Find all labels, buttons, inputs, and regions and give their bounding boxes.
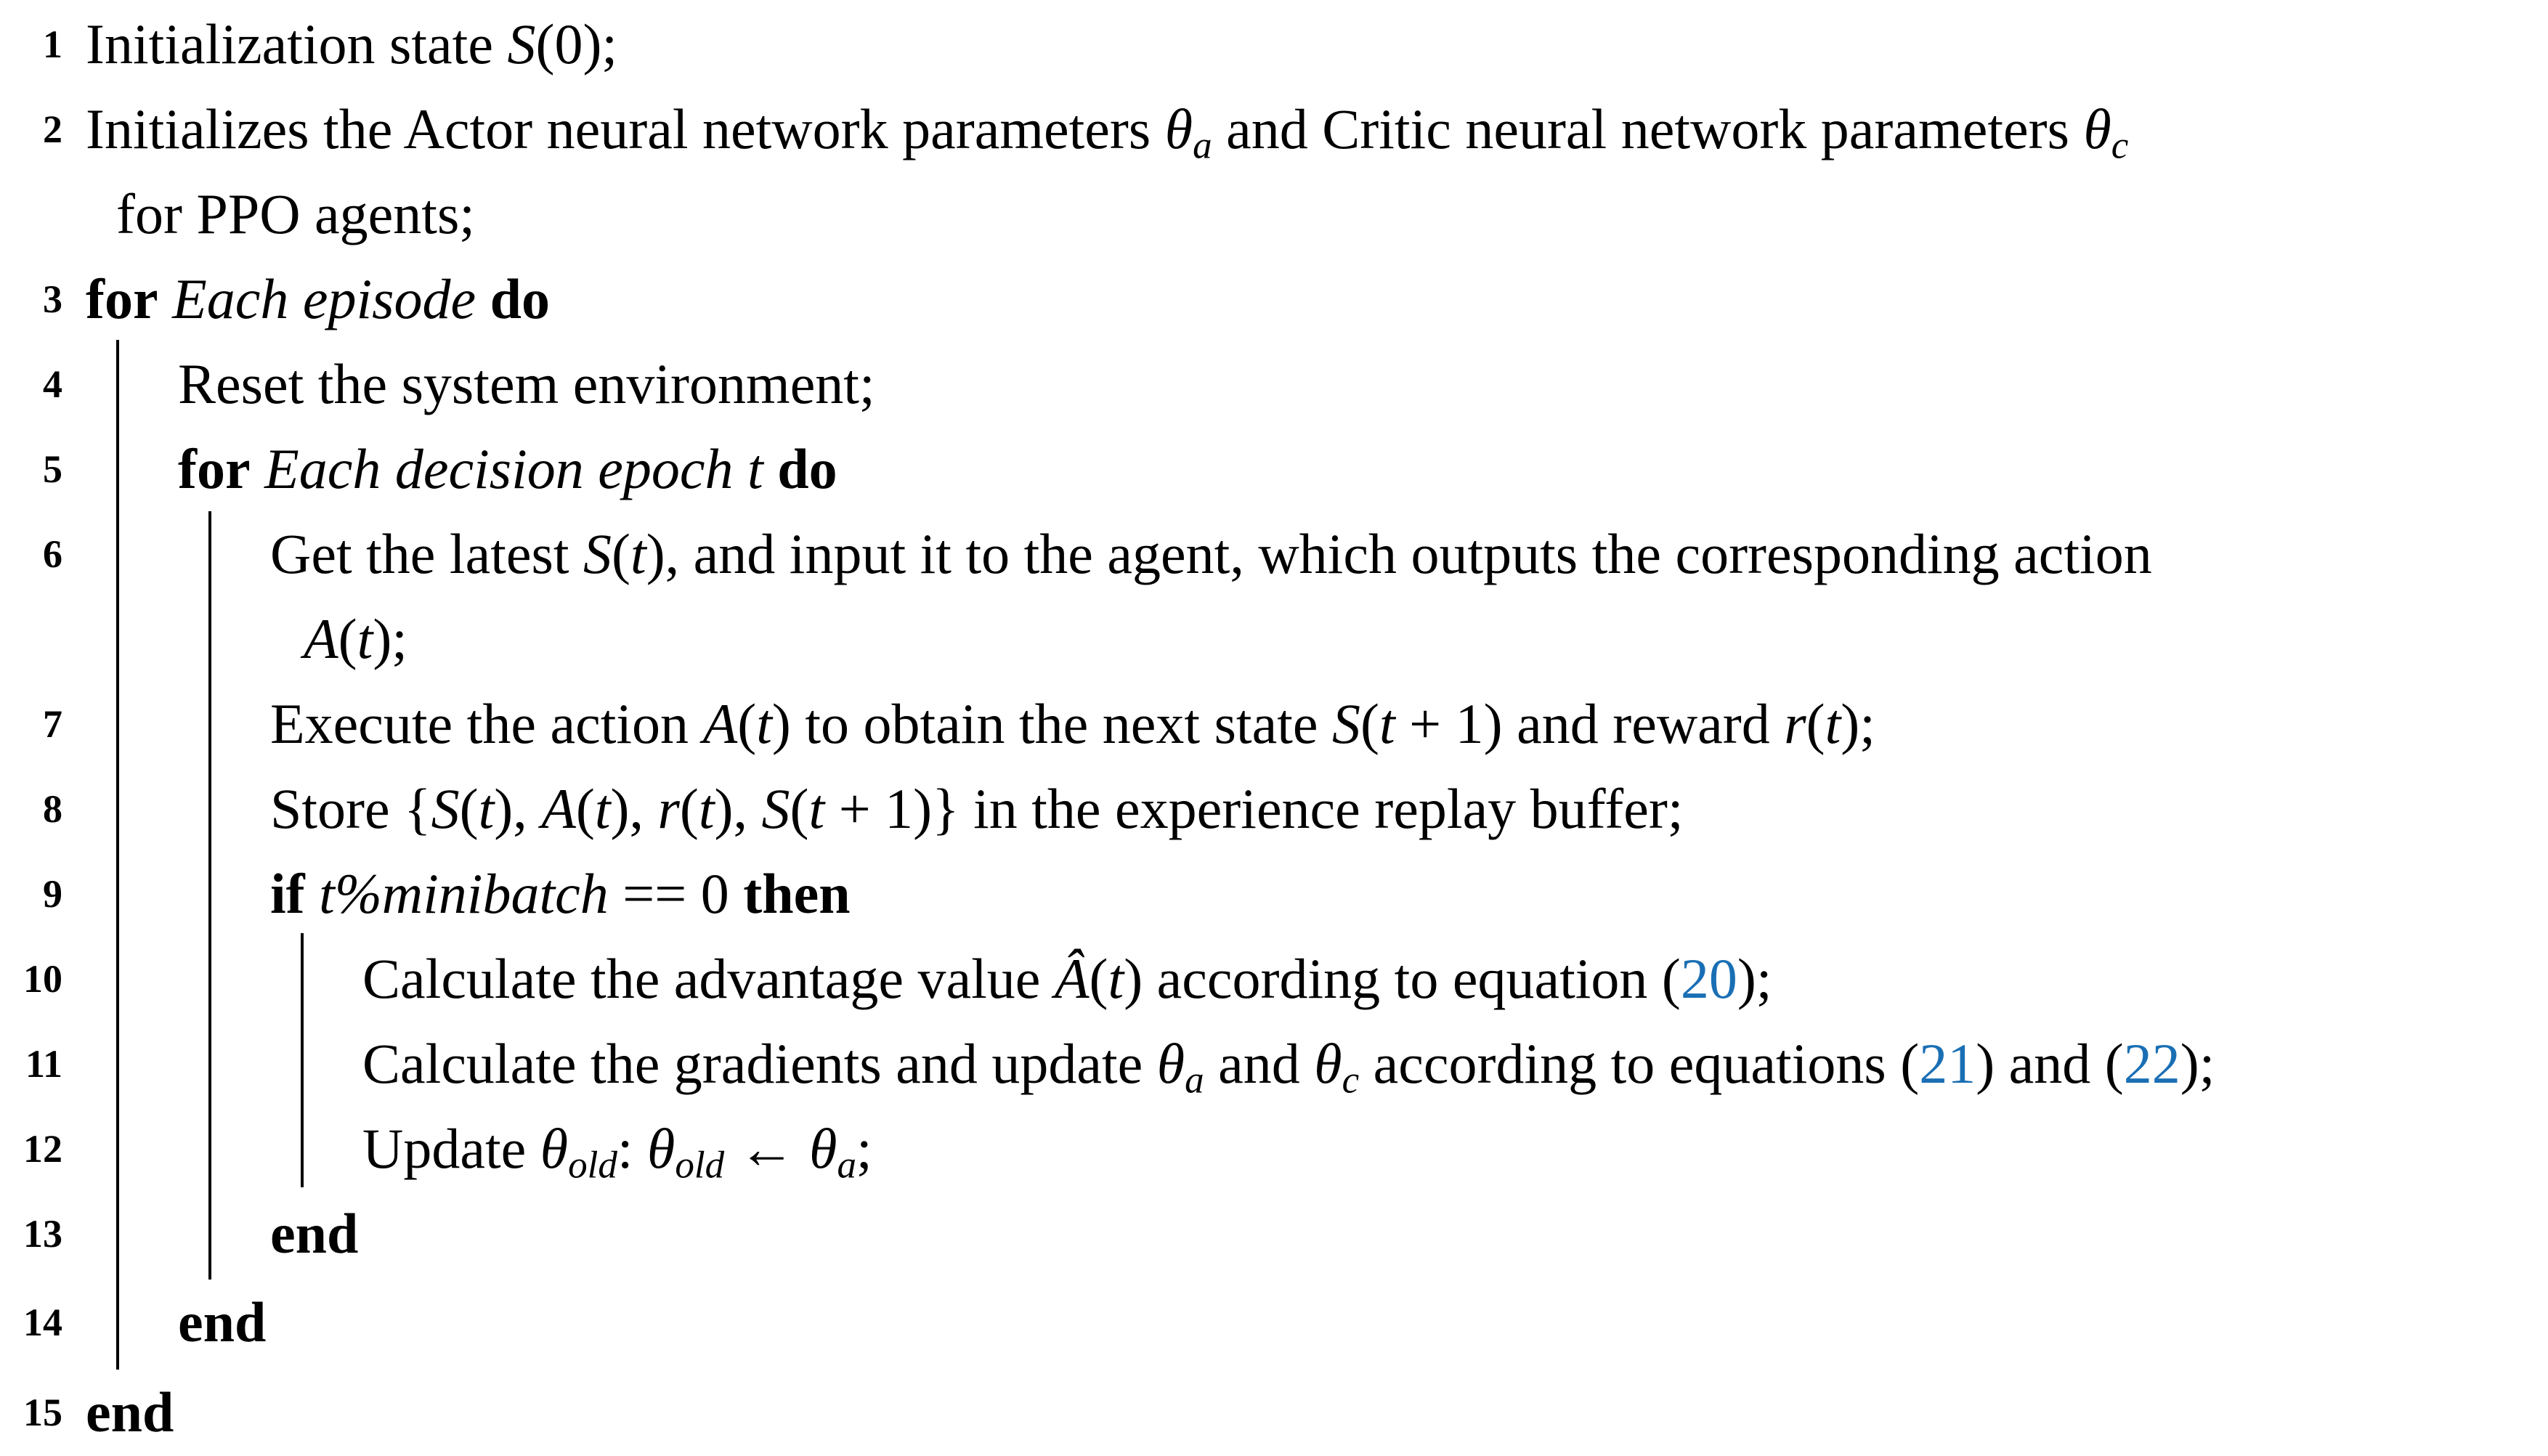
text-fragment: ); <box>1841 692 1875 755</box>
text-fragment: ); <box>1737 947 1772 1010</box>
text-fragment <box>251 437 265 500</box>
math-text: θ <box>809 1117 837 1180</box>
text-fragment: Calculate the gradients and update <box>362 1032 1157 1095</box>
math-text: t <box>594 777 611 840</box>
keyword: end <box>178 1290 267 1354</box>
line-text <box>86 97 2129 167</box>
text-fragment <box>763 437 778 500</box>
text-fragment: Get the latest <box>270 522 584 585</box>
math-text: t <box>1825 692 1841 755</box>
line-number: 7 <box>43 702 62 746</box>
line-text <box>270 776 1684 842</box>
subscript: a <box>1185 1059 1204 1102</box>
line-number: 15 <box>23 1391 62 1434</box>
math-text: t%minibatch <box>319 862 609 925</box>
line-number: 1 <box>43 23 62 66</box>
line-text <box>270 1201 358 1266</box>
subscript: c <box>1342 1059 1360 1102</box>
text-fragment: ), <box>494 777 542 840</box>
line-number: 3 <box>43 277 62 321</box>
line-number: 4 <box>43 362 62 406</box>
math-text: r <box>657 777 680 840</box>
math-text: t <box>698 777 715 840</box>
keyword: end <box>270 1202 359 1265</box>
keyword: if <box>270 862 305 925</box>
subscript: c <box>2111 124 2129 167</box>
keyword: then <box>743 862 851 925</box>
text-fragment: ( <box>679 777 699 840</box>
text-fragment: Update <box>362 1117 540 1180</box>
text-fragment: ) to obtain the next state <box>771 692 1333 755</box>
text-fragment: Store { <box>270 777 431 840</box>
line-text <box>116 182 475 247</box>
math-text: θ <box>540 1117 569 1180</box>
keyword: for <box>86 267 158 330</box>
math-text: A <box>702 692 738 755</box>
line-number: 11 <box>25 1042 62 1086</box>
equation-ref-link[interactable]: 20 <box>1680 947 1737 1010</box>
line-text <box>86 1380 174 1445</box>
text-fragment: ( <box>612 522 631 585</box>
math-text: S <box>583 522 612 585</box>
line-number: 8 <box>43 787 62 831</box>
line-number: 13 <box>23 1212 62 1256</box>
line-text <box>270 861 851 927</box>
text-fragment: + 1)} in the experience replay buffer; <box>824 777 1684 840</box>
text-fragment: and Critic neural network parameters <box>1212 97 2084 160</box>
math-text: t <box>756 692 772 755</box>
math-text: Â <box>1054 947 1090 1010</box>
text-fragment: ); <box>373 607 407 670</box>
math-text: t <box>808 777 825 840</box>
text-fragment <box>476 267 490 330</box>
line-text <box>86 267 550 332</box>
equation-ref-link[interactable]: 22 <box>2123 1032 2180 1095</box>
line-text <box>270 521 2152 587</box>
line-text <box>362 1031 2215 1102</box>
math-text: θ <box>1156 1032 1185 1095</box>
text-fragment: ; <box>856 1117 872 1180</box>
keyword: do <box>777 437 837 500</box>
line-text <box>304 606 407 672</box>
text-fragment: + 1) and reward <box>1395 692 1785 755</box>
line-text <box>362 946 1772 1012</box>
math-text: θ <box>2083 97 2111 160</box>
line-number: 2 <box>43 107 62 151</box>
text-fragment: ( <box>790 777 809 840</box>
text-fragment: Calculate the advantage value <box>362 947 1055 1010</box>
text-fragment: Initialization state <box>86 12 508 76</box>
text-fragment: ( <box>459 777 479 840</box>
scope-bar-if-block <box>301 933 304 1187</box>
text-fragment: Reset the system environment; <box>178 352 875 415</box>
text-fragment: ), and input it to the agent, which outputs the corresponding action <box>646 522 2152 585</box>
text-fragment: for PPO agents; <box>116 182 475 245</box>
math-text: A <box>541 777 576 840</box>
math-text: A <box>304 607 338 670</box>
line-number: 6 <box>43 532 62 576</box>
text-fragment: ( <box>575 777 595 840</box>
line-text <box>270 691 1875 757</box>
line-number: 14 <box>23 1301 62 1344</box>
math-text: θ <box>1164 97 1193 160</box>
math-text: t <box>630 522 646 585</box>
math-text: S <box>761 777 790 840</box>
text-fragment: ( <box>1089 947 1108 1010</box>
text-fragment: ) according to equation ( <box>1124 947 1681 1010</box>
line-text <box>178 1290 266 1355</box>
line-text <box>362 1116 872 1187</box>
math-text: S <box>1332 692 1361 755</box>
math-text: S <box>507 12 536 76</box>
line-number: 10 <box>23 957 62 1001</box>
subscript: a <box>1193 124 1212 167</box>
subscript: old <box>568 1144 617 1187</box>
subscript: a <box>837 1144 856 1187</box>
math-text: t <box>357 607 373 670</box>
text-fragment: according to equations ( <box>1359 1032 1920 1095</box>
math-text: t <box>1379 692 1395 755</box>
text-fragment: Execute the action <box>270 692 703 755</box>
text-fragment: : <box>617 1117 648 1180</box>
text-fragment: (0); <box>535 12 618 76</box>
line-text <box>178 436 837 502</box>
text-fragment: ← <box>724 1117 810 1180</box>
line-number: 5 <box>43 447 62 491</box>
text-fragment: and <box>1204 1032 1315 1095</box>
subscript: old <box>675 1144 725 1187</box>
text-fragment: ) and ( <box>1976 1032 2124 1095</box>
text-fragment: ( <box>1806 692 1825 755</box>
line-text <box>86 12 617 77</box>
equation-ref-link[interactable]: 21 <box>1919 1032 1976 1095</box>
text-fragment: ), <box>714 777 762 840</box>
keyword: do <box>490 267 551 330</box>
math-text: t <box>1108 947 1124 1010</box>
keyword: for <box>178 437 251 500</box>
line-number: 9 <box>43 872 62 916</box>
math-text: Each episode <box>172 267 476 330</box>
math-text: Each decision epoch t <box>264 437 763 500</box>
text-fragment: ); <box>2180 1032 2215 1095</box>
text-fragment: ( <box>737 692 757 755</box>
math-text: t <box>478 777 495 840</box>
text-fragment: ), <box>610 777 658 840</box>
text-fragment: == 0 <box>608 862 744 925</box>
text-fragment <box>305 862 320 925</box>
line-text <box>178 351 875 417</box>
text-fragment <box>158 267 173 330</box>
text-fragment: ( <box>338 607 357 670</box>
scope-bar-outer-loop <box>116 340 119 1370</box>
math-text: θ <box>1314 1032 1342 1095</box>
math-text: S <box>431 777 460 840</box>
line-number: 12 <box>23 1127 62 1171</box>
math-text: r <box>1784 692 1806 755</box>
math-text: θ <box>647 1117 675 1180</box>
text-fragment: ( <box>1360 692 1379 755</box>
scope-bar-inner-loop <box>208 511 211 1280</box>
keyword: end <box>86 1380 174 1444</box>
text-fragment: Initializes the Actor neural network parameters <box>86 97 1165 160</box>
